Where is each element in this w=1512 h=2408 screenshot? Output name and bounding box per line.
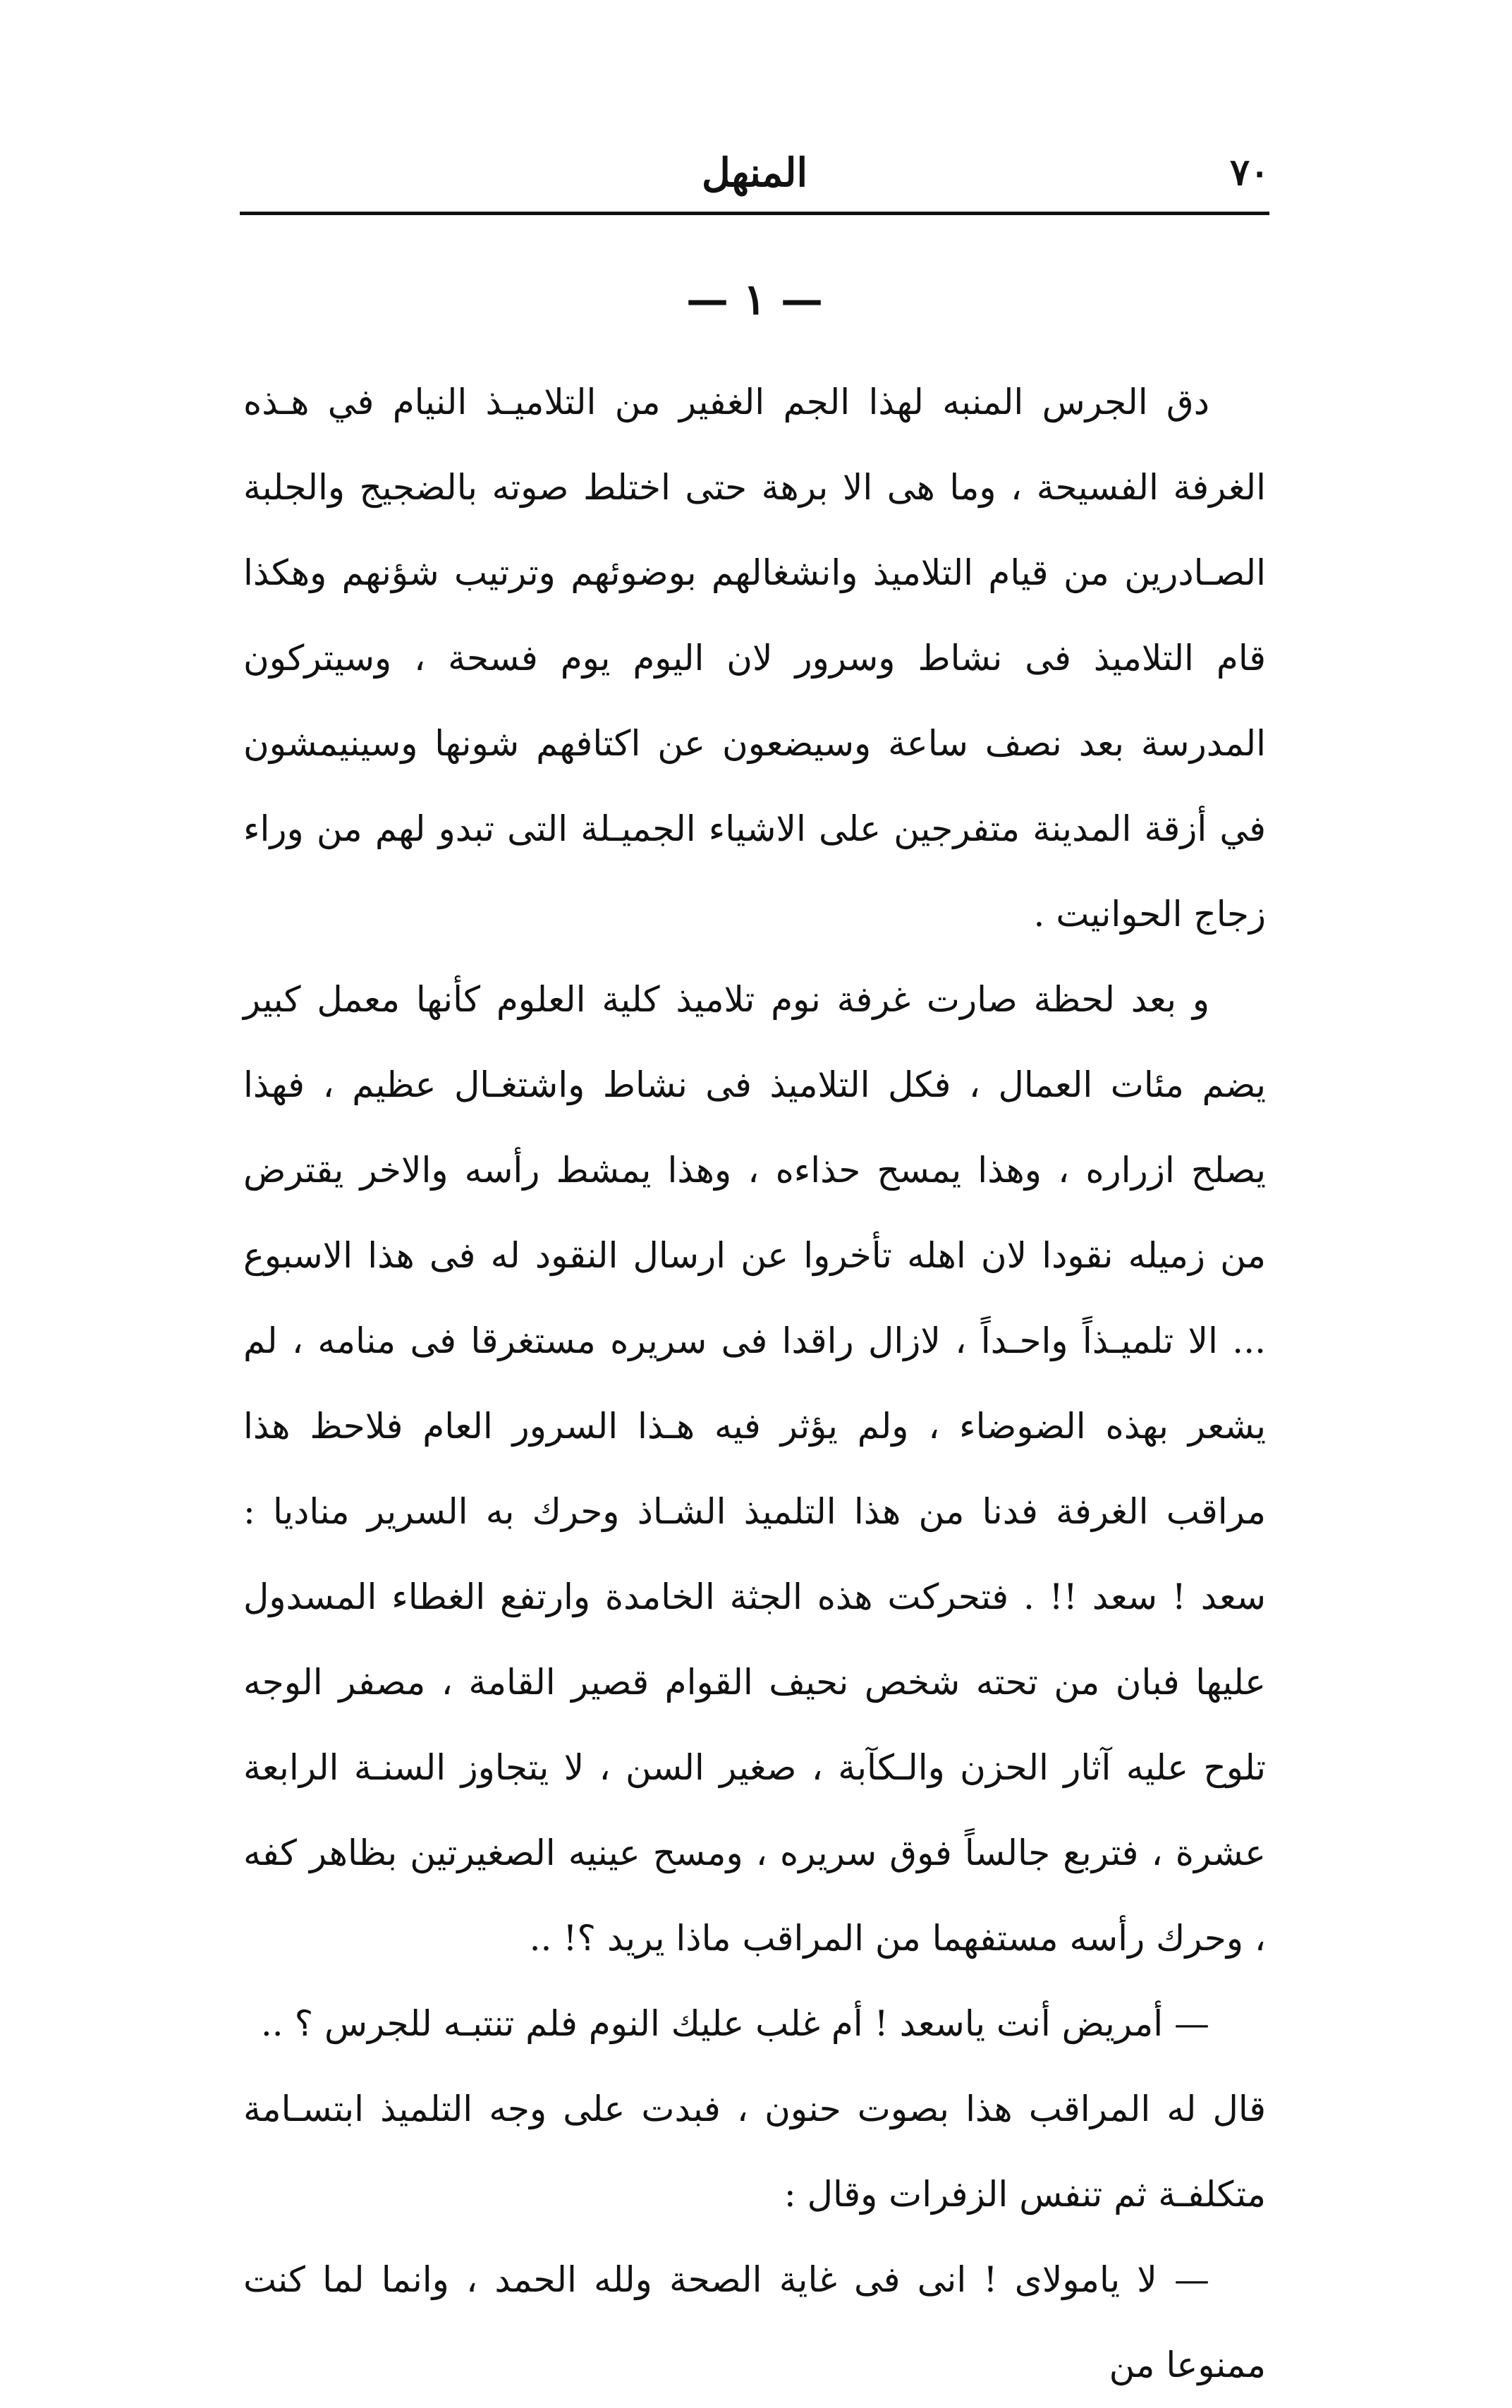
dialogue-line: — أمريض أنت ياسعد ! أم غلب عليك النوم فلم تنتبـه للجرس ؟ .. <box>260 2003 1209 2044</box>
paragraph: قال له المراقب هذا بصوت حنون ، فبدت على وجه التلميذ ابتسـامة متكلفـة ثم تنفس الزفرات وقال : <box>243 2088 1266 2215</box>
dialogue-line: — لا يامولاى ! انى فى غاية الصحة ولله الحمد ، وانما لما كنت ممنوعا من <box>243 2259 1266 2385</box>
body-text <box>243 360 1266 2408</box>
page-header <box>240 145 1269 201</box>
paragraph: و بعد لحظة صارت غرفة نوم تلاميذ كلية العلوم كأنها معمل كبير يضم مئات العمال ، فكل التلاميذ فى نشاط واشتغـال عظيم ، فهذا يصلح ازراره ، وهذا يمسح حذاءه ، وهذا يمشط رأسه والاخر يقترض من زميله نقودا لان اهله تأخروا عن ارسال النقود له فى هذا الاسبوع ... الا تلميـذاً واحـداً ، لازال راقدا فى سريره مستغرقا فى منامه ، لم يشعر بهذه الضوضاء ، ولم يؤثر فيه هـذا السرور العام فلاحظ هذا مراقب الغرفة فدنا من هذا التلميذ الشـاذ وحرك به السرير مناديا : سعد ! سعد !! . فتحركت هذه الجثة الخامدة وارتفع الغطاء المسدول عليها فبان من تحته شخص نحيف القوام قصير القامة ، مصفر الوجه تلوح عليه آثار الحزن والـكآبة ، صغير السن ، لا يتجاوز السنـة الرابعة عشرة ، فتربع جالساً فوق سريره ، ومسح عينيه الصغيرتين بظاهر كفه ، وحرك رأسه مستفهما من المراقب ماذا يريد ؟! .. <box>243 979 1266 1959</box>
header-rule <box>240 212 1269 215</box>
page-number: ٧٠ <box>1230 151 1269 194</box>
paragraph: دق الجرس المنبه لهذا الجم الغفير من التلاميـذ النيام في هـذه الغرفة الفسيحة ، وما هى الا برهة حتى اختلط صوته بالضجيج والجلبة الصـادرين من قيام التلاميذ وانشغالهم بوضوئهم وترتيب شؤنهم وهكذا قام التلاميذ فى نشاط وسرور لان اليوم يوم فسحة ، وسيتركون المدرسة بعد نصف ساعة وسيضعون عن اكتافهم شونها وسينيمشون في أزقة المدينة متفرجين على الاشياء الجميـلة التى تبدو لهم من وراء زجاج الحوانيت . <box>243 382 1266 935</box>
section-number: — ١ — <box>685 275 823 324</box>
running-title: المنهل <box>701 150 808 196</box>
